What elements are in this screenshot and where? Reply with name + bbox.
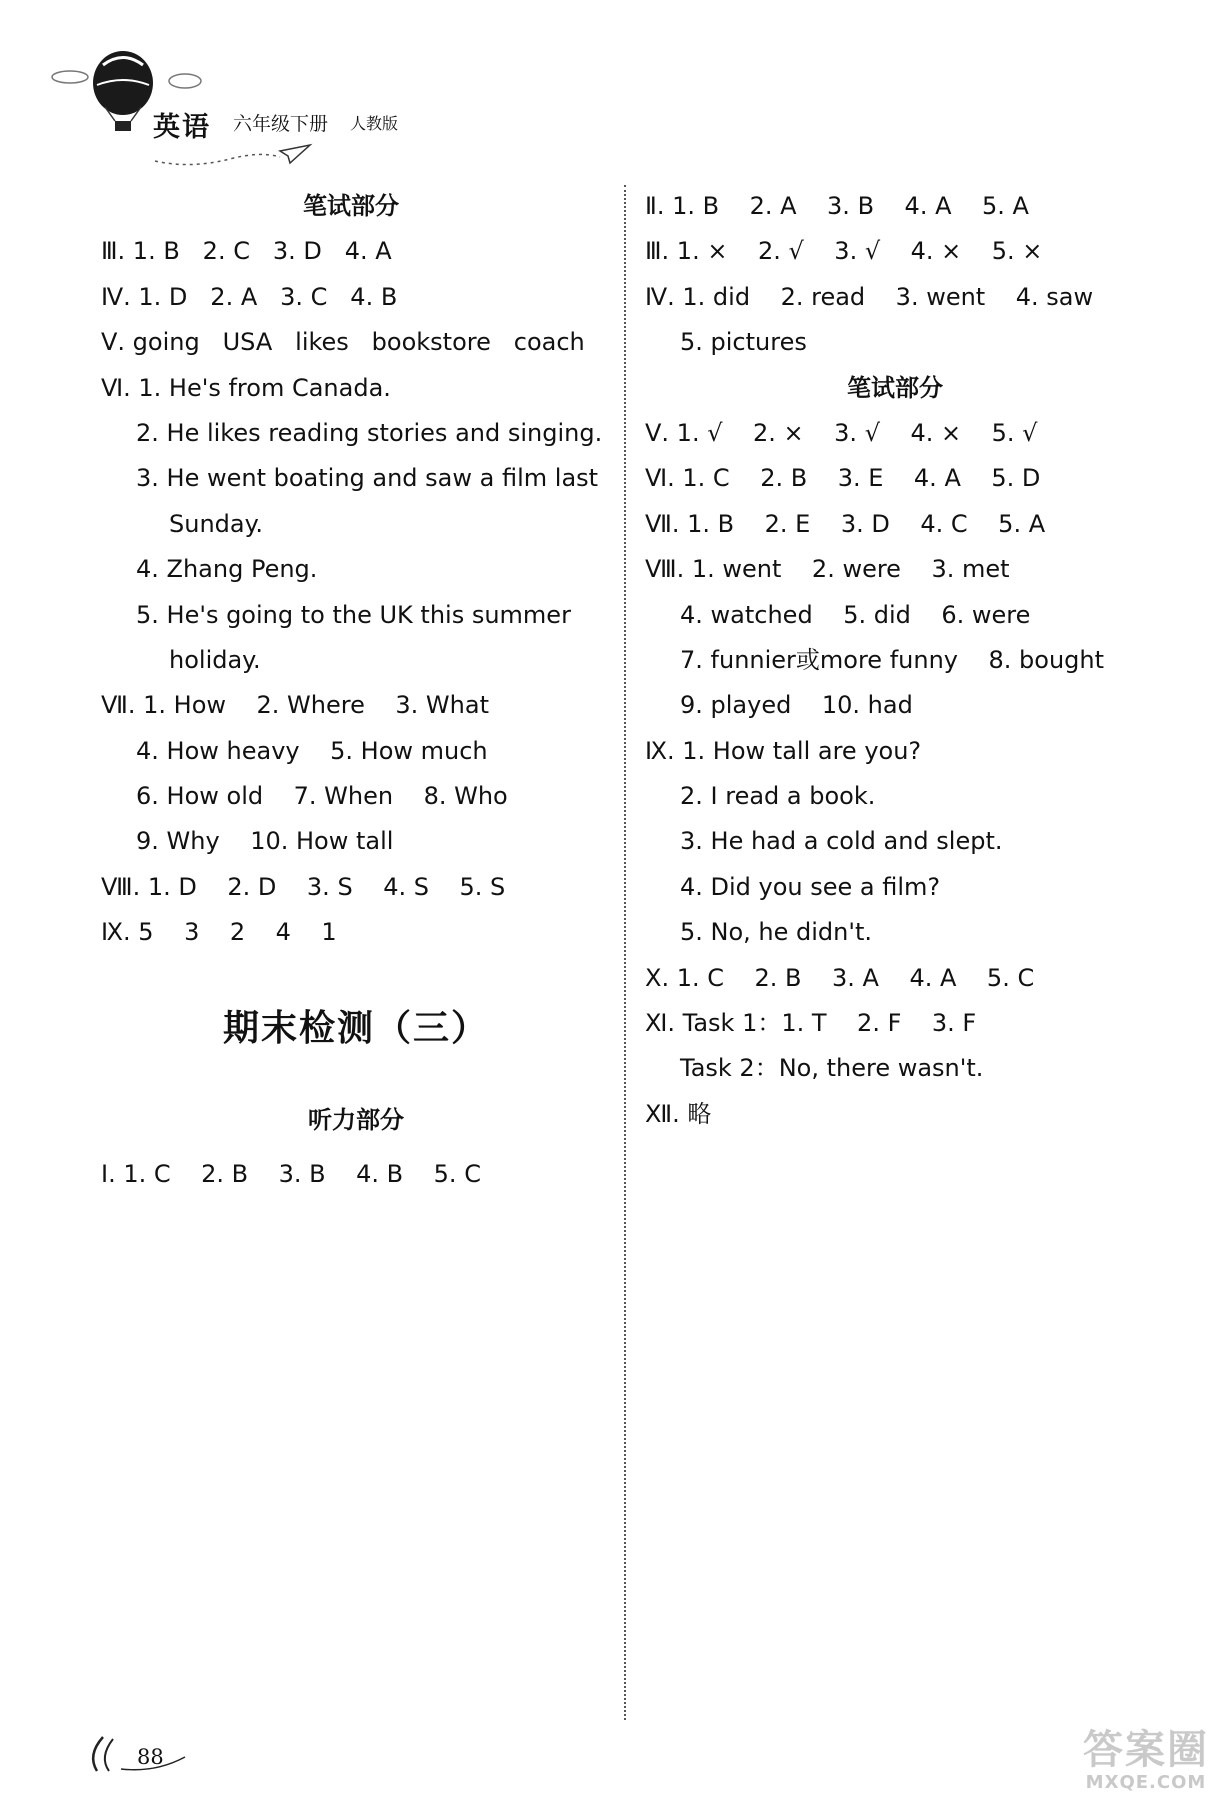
- answer-line: Ⅴ. going USA likes bookstore coach: [101, 328, 585, 357]
- answer-line: Ⅳ. 1. did 2. read 3. went 4. saw: [645, 282, 1094, 311]
- answer-line: 6. How old 7. When 8. Who: [136, 782, 508, 811]
- answer-line: Ⅶ. 1. How 2. Where 3. What: [101, 691, 489, 720]
- answer-line: Ⅸ. 1. How tall are you?: [645, 736, 922, 765]
- written-section-heading: 笔试部分: [303, 192, 399, 220]
- answer-line: 5. pictures: [680, 328, 807, 357]
- right-column: [645, 184, 1205, 1137]
- answer-line: Sunday.: [169, 509, 264, 538]
- page-header: [45, 45, 445, 165]
- answer-line: 2. I read a book.: [680, 782, 876, 811]
- answer-line: holiday.: [169, 645, 261, 674]
- answer-line: Task 2：No, there wasn't.: [680, 1054, 984, 1083]
- left-column: [101, 184, 611, 956]
- column-divider: [624, 185, 626, 1720]
- answer-line: 5. No, he didn't.: [680, 918, 873, 947]
- answer-line: Ⅲ. 1. × 2. √ 3. √ 4. × 5. ×: [645, 237, 1043, 266]
- answer-line: Ⅻ. 略: [645, 1099, 712, 1128]
- answer-line: 5. He's going to the UK this summer: [136, 600, 571, 629]
- answer-line: 3. He went boating and saw a film last: [136, 464, 599, 493]
- answer-line: 3. He had a cold and slept.: [680, 827, 1003, 856]
- answer-line: Ⅷ. 1. D 2. D 3. S 4. S 5. S: [101, 872, 506, 901]
- answer-line: 2. He likes reading stories and singing.: [136, 418, 603, 447]
- answer-line: Ⅶ. 1. B 2. E 3. D 4. C 5. A: [645, 509, 1046, 538]
- answer-line: 9. played 10. had: [680, 691, 913, 720]
- answer-line: Ⅳ. 1. D 2. A 3. C 4. B: [101, 282, 398, 311]
- answer-line: Ⅷ. 1. went 2. were 3. met: [645, 555, 1010, 584]
- answer-line: 4. Zhang Peng.: [136, 555, 318, 584]
- written-section-heading: 笔试部分: [847, 373, 943, 402]
- answer-line: Ⅵ. 1. C 2. B 3. E 4. A 5. D: [645, 464, 1041, 493]
- edition-label: 人教版: [350, 114, 399, 133]
- answer-line: 4. watched 5. did 6. were: [680, 600, 1031, 629]
- paper-plane-icon: [150, 141, 320, 171]
- listening-section-heading: 听力部分: [308, 1106, 404, 1134]
- watermark: [1083, 1728, 1209, 1793]
- subject-title: 英语: [153, 112, 211, 143]
- watermark-url: MXQE.COM: [1085, 1772, 1207, 1793]
- answer-line: Ⅰ. 1. C 2. B 3. B 4. B 5. C: [101, 1160, 481, 1188]
- grade-label: 六年级下册: [233, 113, 329, 135]
- exam-title: 期末检测（三）: [222, 1008, 489, 1049]
- answer-line: Ⅵ. 1. He's from Canada.: [101, 373, 391, 402]
- answer-line: 4. Did you see a film?: [680, 872, 941, 901]
- answer-line: Ⅸ. 5 3 2 4 1: [101, 918, 337, 947]
- answer-line: 4. How heavy 5. How much: [136, 736, 488, 765]
- answer-line: Ⅲ. 1. B 2. C 3. D 4. A: [101, 237, 392, 266]
- answer-line: Ⅱ. 1. B 2. A 3. B 4. A 5. A: [645, 192, 1029, 220]
- answer-line: 9. Why 10. How tall: [136, 827, 394, 856]
- watermark-logo: 答案圈: [1083, 1727, 1209, 1773]
- page-number: 88: [137, 1745, 164, 1769]
- answer-line: 7. funnier或more funny 8. bought: [680, 645, 1105, 674]
- answer-line: Ⅹ. 1. C 2. B 3. A 4. A 5. C: [645, 963, 1035, 992]
- answer-line: Ⅴ. 1. √ 2. × 3. √ 4. × 5. √: [645, 418, 1038, 447]
- answer-line: Ⅺ. Task 1：1. T 2. F 3. F: [645, 1009, 977, 1038]
